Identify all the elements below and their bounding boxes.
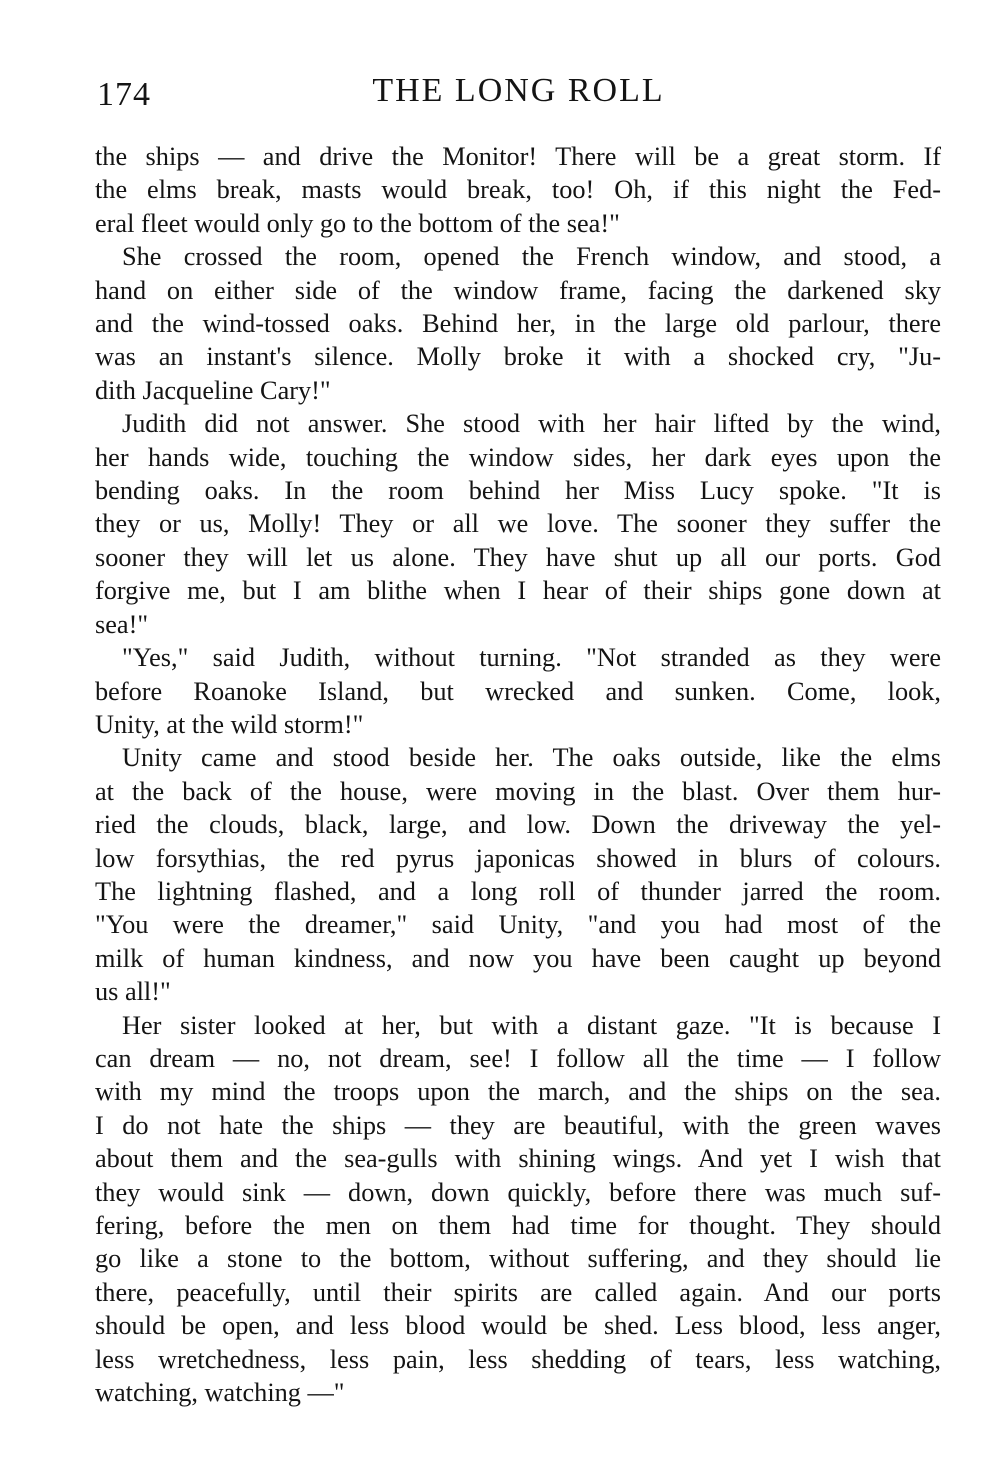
paragraph — [95, 240, 941, 407]
paragraph — [95, 140, 941, 240]
text-line: Unity, at the wild storm!" — [95, 709, 364, 739]
text-line: The lightning flashed, and a long roll of thunder jarred the room. — [95, 876, 941, 906]
text-line: bending oaks. In the room behind her Miss Lucy spoke. "It is — [95, 476, 941, 506]
text-line: She crossed the room, opened the French window, and stood, a — [122, 242, 941, 272]
text-line: go like a stone to the bottom, without suffering, and they should lie — [95, 1244, 941, 1274]
page-header — [97, 72, 940, 116]
text-line: milk of human kindness, and now you have been caught up beyond — [95, 943, 941, 973]
text-line: low forsythias, the red pyrus japonicas showed in blurs of colours. — [95, 843, 941, 873]
text-line: and the wind-tossed oaks. Behind her, in the large old parlour, there — [95, 309, 941, 339]
body-text — [95, 140, 941, 1409]
text-line: Her sister looked at her, but with a distant gaze. "It is because I — [122, 1010, 941, 1040]
text-line: ried the clouds, black, large, and low. Down the driveway the yel- — [95, 810, 941, 840]
text-line: her hands wide, touching the window sides, her dark eyes upon the — [95, 442, 941, 472]
paragraph — [95, 741, 941, 1008]
text-line: fering, before the men on them had time for thought. They should — [95, 1211, 941, 1240]
text-line: was an instant's silence. Molly broke it with a shocked cry, "Ju- — [95, 342, 941, 372]
text-line: hand on either side of the window frame, facing the darkened sky — [95, 275, 941, 305]
text-line: dith Jacqueline Cary!" — [95, 375, 331, 405]
text-line: I do not hate the ships — they are beautiful, with the green waves — [95, 1110, 941, 1140]
text-line: "You were the dreamer," said Unity, "and you had most of the — [95, 910, 941, 940]
text-line: "Yes," said Judith, without turning. "Not stranded as they were — [122, 643, 941, 673]
page-number: 174 — [97, 76, 151, 113]
paragraph — [95, 1009, 941, 1410]
text-line: there, peacefully, until their spirits are called again. And our ports — [95, 1277, 941, 1307]
text-line: Unity came and stood beside her. The oaks outside, like the elms — [122, 743, 941, 773]
text-line: they would sink — down, down quickly, before there was much suf- — [95, 1177, 941, 1207]
text-line: us all!" — [95, 977, 171, 1007]
text-line: with my mind the troops upon the march, and the ships on the sea. — [95, 1077, 941, 1107]
text-line: they or us, Molly! They or all we love. The sooner they suffer the — [95, 509, 941, 539]
text-line: Judith did not answer. She stood with her hair lifted by the wind, — [122, 409, 941, 439]
text-line: watching, watching —" — [95, 1378, 345, 1408]
text-line: eral fleet would only go to the bottom of the sea!" — [95, 208, 620, 238]
text-line: can dream — no, not dream, see! I follow all the time — I follow — [95, 1043, 941, 1073]
text-line: the elms break, masts would break, too! Oh, if this night the Fed- — [95, 175, 941, 205]
text-line: less wretchedness, less pain, less shedding of tears, less watching, — [95, 1344, 941, 1374]
text-line: before Roanoke Island, but wrecked and sunken. Come, look, — [95, 676, 941, 706]
text-line: sea!" — [95, 609, 149, 639]
paragraph — [95, 407, 941, 641]
text-line: forgive me, but I am blithe when I hear of their ships gone down at — [95, 576, 941, 606]
running-head: THE LONG ROLL — [372, 72, 665, 109]
text-line: about them and the sea-gulls with shining wings. And yet I wish that — [95, 1144, 941, 1174]
text-line: the ships — and drive the Monitor! There will be a great storm. If — [95, 142, 941, 171]
text-line: should be open, and less blood would be shed. Less blood, less anger, — [95, 1311, 941, 1341]
text-line: sooner they will let us alone. They have shut up all our ports. God — [95, 542, 941, 572]
paragraph — [95, 641, 941, 741]
text-line: at the back of the house, were moving in the blast. Over them hur- — [95, 776, 941, 806]
